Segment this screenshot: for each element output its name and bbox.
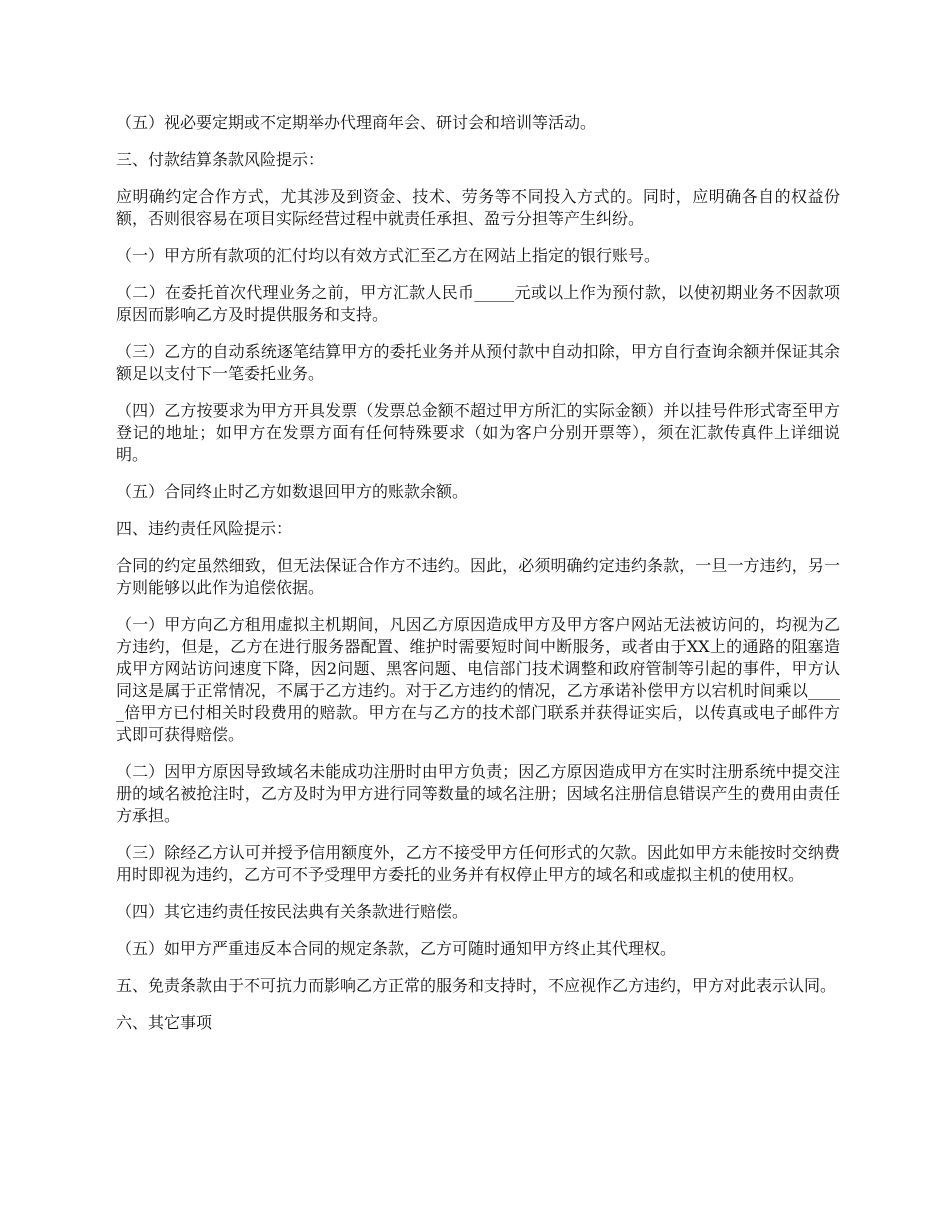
paragraph-item-5-activities: （五）视必要定期或不定期举办代理商年会、研讨会和培训等活动。 [116,113,597,132]
paragraph-payment-item-3: （三）乙方的自动系统逐笔结算甲方的委托业务并从预付款中自动扣除，甲方自行查询余额并保证其余额足以支付下一笔委托业务。 [116,342,840,383]
paragraph-liability-item-3: （三）除经乙方认可并授予信用额度外，乙方不接受甲方任何形式的欠款。因此如甲方未能按时交纳费用时即视为违约，乙方可不予受理甲方委托的业务并有权停止甲方的域名和或虚拟主机的使用权。 [116,843,840,884]
paragraph-disclaimer: 五、免责条款由于不可抗力而影响乙方正常的服务和支持时，不应视作乙方违约，甲方对此表示认同。 [116,976,837,995]
paragraph-liability-item-5: （五）如甲方严重违反本合同的规定条款，乙方可随时通知甲方终止其代理权。 [116,939,677,958]
section-heading-liability-risk: 四、违约责任风险提示： [116,519,293,538]
paragraph-payment-intro: 应明确约定合作方式，尤其涉及到资金、技术、劳务等不同投入方式的。同时，应明确各自的权益份额，否则很容易在项目实际经营过程中就责任承担、盈亏分担等产生纠纷。 [116,187,840,228]
paragraph-liability-item-1: （一）甲方向乙方租用虚拟主机期间，凡因乙方原因造成甲方及甲方客户网站无法被访问的，均视为乙方违约，但是，乙方在进行服务器配置、维护时需要短时间中断服务，或者由于XX上的通路的阻塞造成甲方网站访问速度下降，因2问题、黑客问题、电信部门技术调整和政府管制等引起的事件，甲方认同这是属于正常情况，不属于乙方违约。对于乙方违约的情况，乙方承诺补偿甲方以宕机时间乘以_____倍甲方已付相关时段费用的赔款。甲方在与乙方的技术部门联系并获得证实后，以传真或电子邮件方式即可获得赔偿。 [116,615,840,744]
paragraph-payment-item-2: （二）在委托首次代理业务之前，甲方汇款人民币_____元或以上作为预付款，以使初期业务不因款项原因而影响乙方及时提供服务和支持。 [116,283,840,324]
section-heading-other-matters: 六、其它事项 [116,1013,213,1032]
paragraph-liability-item-2: （二）因甲方原因导致域名未能成功注册时由甲方负责；因乙方原因造成甲方在实时注册系统中提交注册的域名被抢注时，乙方及时为甲方进行同等数量的域名注册；因域名注册信息错误产生的费用由责任方承担。 [116,762,840,825]
paragraph-payment-item-5: （五）合同终止时乙方如数退回甲方的账款余额。 [116,482,469,501]
paragraph-payment-item-4: （四）乙方按要求为甲方开具发票（发票总金额不超过甲方所汇的实际金额）并以挂号件形式寄至甲方登记的地址；如甲方在发票方面有任何特殊要求（如为客户分别开票等），须在汇款传真件上详细说明。 [116,401,840,464]
section-heading-payment-risk: 三、付款结算条款风险提示： [116,150,325,169]
document-page [116,112,840,1049]
paragraph-payment-item-1: （一）甲方所有款项的汇付均以有效方式汇至乙方在网站上指定的银行账号。 [116,246,661,265]
paragraph-liability-item-4: （四）其它违约责任按民法典有关条款进行赔偿。 [116,902,469,921]
paragraph-liability-intro: 合同的约定虽然细致，但无法保证合作方不违约。因此，必须明确约定违约条款，一旦一方违约，另一方则能够以此作为追偿依据。 [116,556,840,597]
